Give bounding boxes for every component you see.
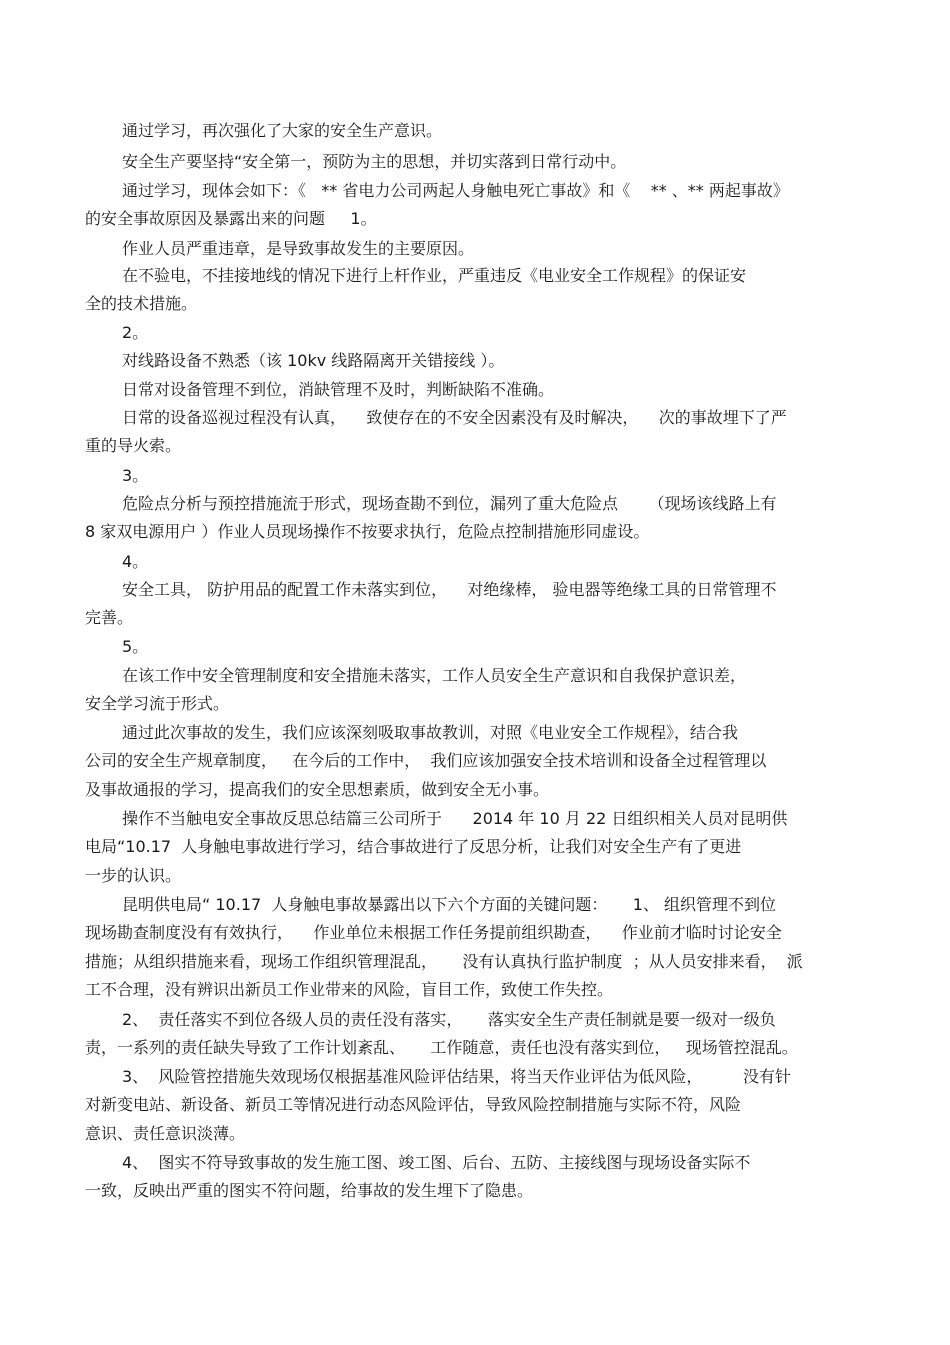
text-line: 昆明供电局“ 10.17 人身触电事故暴露出以下六个方面的关键问题： 1、 组织管理不到位 bbox=[122, 895, 777, 914]
text-line: 的安全事故原因及暴露出来的问题 1。 bbox=[85, 209, 377, 228]
text-line: 通过此次事故的发生，我们应该深刻吸取事故教训，对照《电业安全工作规程》，结合我 bbox=[122, 723, 739, 742]
text-line: 一致，反映出严重的图实不符问题，给事故的发生埋下了隐患。 bbox=[85, 1181, 534, 1200]
text-line: 5。 bbox=[122, 637, 149, 656]
text-line: 4。 bbox=[122, 552, 149, 571]
text-line: 完善。 bbox=[85, 608, 134, 627]
text-line: 8 家双电源用户 ）作业人员现场操作不按要求执行，危险点控制措施形同虚设。 bbox=[85, 522, 650, 541]
text-line: 在该工作中安全管理制度和安全措施未落实，工作人员安全生产意识和自我保护意识差， bbox=[122, 666, 747, 685]
text-line: 一步的认识。 bbox=[85, 866, 182, 885]
text-line: 2、 责任落实不到位各级人员的责任没有落实， 落实安全生产责任制就是要一级对一级负 bbox=[122, 1010, 776, 1029]
text-line: 作业人员严重违章，是导致事故发生的主要原因。 bbox=[122, 239, 475, 258]
text-line: 通过学习，现体会如下：《 ** 省电力公司两起人身触电死亡事故》和《 ** 、** 两起事故》 bbox=[122, 181, 789, 200]
text-line: 公司的安全生产规章制度， 在今后的工作中， 我们应该加强安全技术培训和设备全过程管理以 bbox=[85, 751, 767, 770]
text-line: 安全工具， 防护用品的配置工作未落实到位， 对绝缘棒， 验电器等绝缘工具的日常管理不 bbox=[122, 580, 777, 599]
text-line: 现场勘查制度没有有效执行， 作业单位未根据工作任务提前组织勘查， 作业前才临时讨论安全 bbox=[85, 923, 782, 942]
text-line: 日常对设备管理不到位，消缺管理不及时，判断缺陷不准确。 bbox=[122, 380, 555, 399]
text-line: 3。 bbox=[122, 466, 149, 485]
text-line: 措施；从组织措施来看，现场工作组织管理混乱， 没有认真执行监护制度 ；从人员安排来看， 派 bbox=[85, 952, 803, 971]
text-line: 责，一系列的责任缺失导致了工作计划紊乱、 工作随意，责任也没有落实到位， 现场管控混乱。 bbox=[85, 1038, 798, 1057]
text-line: 重的导火索。 bbox=[85, 436, 182, 455]
text-line: 工不合理，没有辨识出新员工作业带来的风险，盲目工作，致使工作失控。 bbox=[85, 980, 614, 999]
text-line: 3、 风险管控措施失效现场仅根据基准风险评估结果，将当天作业评估为低风险， 没有针 bbox=[122, 1067, 792, 1086]
text-line: 对线路设备不熟悉（该 10kv 线路隔离开关错接线 ）。 bbox=[122, 351, 505, 370]
text-line: 安全学习流于形式。 bbox=[85, 694, 230, 713]
text-line: 全的技术措施。 bbox=[85, 294, 198, 313]
text-line: 电局“10.17 人身触电事故进行学习，结合事故进行了反思分析，让我们对安全生产有了更进 bbox=[85, 837, 742, 856]
text-line: 日常的设备巡视过程没有认真， 致使存在的不安全因素没有及时解决， 次的事故埋下了严 bbox=[122, 408, 787, 427]
text-line: 及事故通报的学习，提高我们的安全思想素质，做到安全无小事。 bbox=[85, 780, 550, 799]
text-line: 4、 图实不符导致事故的发生施工图、竣工图、后台、五防、主接线图与现场设备实际不 bbox=[122, 1153, 751, 1172]
text-line: 2。 bbox=[122, 323, 149, 342]
text-line: 安全生产要坚持“安全第一，预防为主的思想，并切实落到日常行动中。 bbox=[122, 152, 627, 171]
text-line: 对新变电站、新设备、新员工等情况进行动态风险评估，导致风险控制措施与实际不符，风险 bbox=[85, 1095, 742, 1114]
text-line: 操作不当触电安全事故反思总结篇三公司所于 2014 年 10 月 22 日组织相关人员对昆明供 bbox=[122, 809, 788, 828]
text-line: 通过学习，再次强化了大家的安全生产意识。 bbox=[122, 121, 443, 140]
text-line: 在不验电，不挂接地线的情况下进行上杆作业，严重违反《电业安全工作规程》的保证安 bbox=[122, 266, 747, 285]
text-line: 危险点分析与预控措施流于形式，现场查勘不到位，漏列了重大危险点 （现场该线路上有 bbox=[122, 494, 777, 513]
text-line: 意识、责任意识淡薄。 bbox=[85, 1124, 246, 1143]
